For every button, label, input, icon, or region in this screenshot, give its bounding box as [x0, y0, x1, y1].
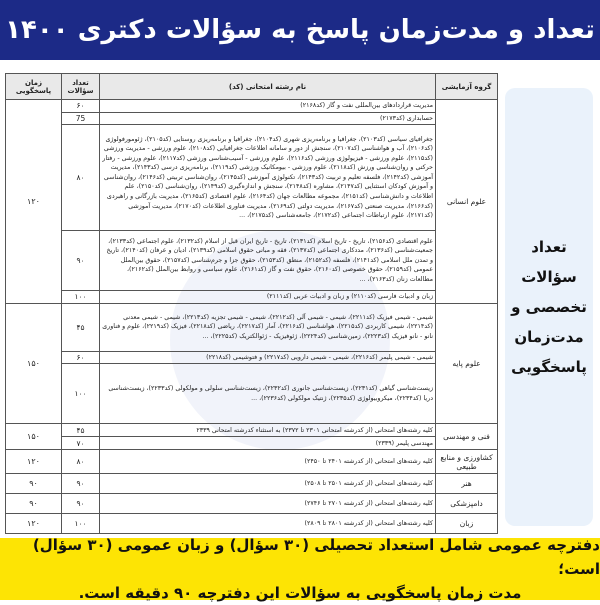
side-line: تخصصی و [511, 298, 587, 316]
fields-cell: شیمی - شیمی فیزیک (کد۲۲۱۱)، شیمی - شیمی آلی (کد۲۲۱۲)، شیمی - شیمی تجزیه (کد۲۲۱۳)، شیمی - شیمی معدنی (کد۲۲۱۴)، شیمی کاربردی (کد۲۲۱۵)، هواشناسی (کد۲۲۱۶)، آمار (کد۲۲۱۷)، ریاضی (کد۲۲۱۸)، فیزیک (کد۲۲۱۹)، علوم و فناوری نانو - نانو فیزیک (کد۲۲۲۳)، زمین‌شناسی (کد۲۲۲۴)، ژئوفیزیک - ژئوالکتریک (کد۲۲۲۵)، ... [100, 303, 436, 351]
group-cell: فنی و مهندسی [436, 424, 498, 450]
exam-table [5, 73, 498, 534]
footer-line: مدت زمان پاسخگویی به سؤالات این دفترچه ۹۰ دقیقه است. [78, 584, 522, 602]
table-row [6, 424, 498, 437]
table-row [6, 303, 498, 351]
table-row [6, 450, 498, 474]
group-cell: زبان [436, 514, 498, 534]
table-row [6, 514, 498, 534]
count-cell: ۷۰ [62, 437, 100, 450]
side-line: سؤالات [521, 268, 577, 286]
table-row [6, 494, 498, 514]
fields-cell: مدیریت قراردادهای بین‌المللی نفت و گاز (کد۲۱۶۸) [100, 100, 436, 113]
side-line: پاسخگویی [511, 358, 587, 376]
header-time: زمان پاسخگویی [6, 74, 62, 100]
side-panel-text [511, 232, 587, 382]
time-cell: ۱۲۰ [6, 514, 62, 534]
table-row [6, 125, 498, 231]
content-area [0, 60, 600, 538]
table-row [6, 437, 498, 450]
count-cell: ۹۰ [62, 231, 100, 291]
table-row [6, 474, 498, 494]
fields-cell: حسابداری (کد۲۱۷۳) [100, 112, 436, 125]
count-cell: ۶۰ [62, 100, 100, 113]
count-cell: ۴۵ [62, 424, 100, 437]
count-cell: ۱۰۰ [62, 514, 100, 534]
count-cell: ۹۰ [62, 474, 100, 494]
header-group: گروه آزمایشی [436, 74, 498, 100]
group-cell: دامپزشکی [436, 494, 498, 514]
fields-cell: کلیه رشته‌های امتحانی (از کدرشته ۲۸۰۱ تا ۲۸۰۹) [100, 514, 436, 534]
time-cell: ۹۰ [6, 474, 62, 494]
footer-note [0, 538, 600, 600]
count-cell: ۱۰۰ [62, 291, 100, 304]
time-cell: ۹۰ [6, 494, 62, 514]
table-row [6, 364, 498, 424]
table-row [6, 351, 498, 364]
time-cell: ۱۵۰ [6, 303, 62, 424]
table-row [6, 291, 498, 304]
count-cell: ۸۰ [62, 125, 100, 231]
fields-cell: کلیه رشته‌های امتحانی (از کدرشته ۲۴۰۱ تا ۲۴۵۰) [100, 450, 436, 474]
table-row [6, 112, 498, 125]
fields-cell: کلیه رشته‌های امتحانی (از کدرشته ۲۷۰۱ تا ۲۷۴۶) [100, 494, 436, 514]
count-cell: ۱۰۰ [62, 364, 100, 424]
group-cell: کشاورزی و منابع طبیعی [436, 450, 498, 474]
fields-cell: علوم اقتصادی (کد۲۱۵۶)، تاریخ - تاریخ اسلام (کد۲۱۳۱)، تاریخ - تاریخ ایران قبل از اسلام (کد۲۱۳۲)، علوم اجتماعی (کد۲۱۳۳)، جمعیت‌شناسی (کد۲۱۳۶)، مددکاری اجتماعی (کد۲۱۳۷)، فقه و مبانی حقوق اسلامی (کد۲۱۳۹)، ادیان و عرفان (کد۲۱۴۰)، تاریخ و تمدن ملل اسلامی (کد۲۱۴۱)، فلسفه (کد۲۱۵۲)، منطق (کد۲۱۵۳)، حقوق جزا و جرم‌شناسی (کد۲۱۵۷)، حقوق بین‌الملل عمومی (کد۲۱۵۹)، حقوق خصوصی (کد۲۱۶۰)، حقوق نفت و گاز (کد۲۱۶۱)، علوم سیاسی و روابط بین‌الملل (کد۲۱۶۲)، مطالعات زنان (کد۲۱۶۳)، ... [100, 231, 436, 291]
fields-cell: زبان و ادبیات فارسی (کد۲۱۱۰) و زبان و ادبیات عربی (کد۲۱۱۱) [100, 291, 436, 304]
count-cell: ۴۵ [62, 303, 100, 351]
fields-cell: زیست‌شناسی گیاهی (کد۲۲۳۱)، زیست‌شناسی جانوری (کد۲۲۳۲)، زیست‌شناسی سلولی و مولکولی (کد۲۲۳۳)، زیست‌شناسی دریا (کد۲۲۳۴)، میکروبیولوژی (کد۲۲۳۵)، ژنتیک مولکولی (کد۲۲۳۶)، ... [100, 364, 436, 424]
footer-line: دفترچه عمومی شامل استعداد تحصیلی (۳۰ سؤال) و زبان عمومی (۳۰ سؤال) است؛ [32, 536, 600, 578]
table-header-row [6, 74, 498, 100]
group-cell: علوم انسانی [436, 100, 498, 304]
group-cell: علوم پایه [436, 303, 498, 424]
side-line: تعداد [531, 238, 567, 256]
header-field: نام رشته امتحانی (کد) [100, 74, 436, 100]
fields-cell: جغرافیای سیاسی (کد۲۱۰۳)، جغرافیا و برنامه‌ریزی شهری (کد۲۱۰۴)، جغرافیا و برنامه‌ریزی روستایی (کد۲۱۰۵)، ژئومورفولوژی (کد۲۱۰۶)، آب و هواشناسی (کد۲۱۰۷)، سنجش از دور و سامانه اطلاعات جغرافیایی (کد۲۱۰۸)، علوم ورزشی - مدیریت ورزشی (کد۲۱۱۵)، علوم ورزشی - فیزیولوژی ورزشی (کد۲۱۱۶)، علوم ورزشی - آسیب‌شناسی ورزشی (کد۲۱۱۷)، علوم ورزشی - رفتار حرکتی و روان‌شناسی ورزش (کد۲۱۱۸)، علوم ورزشی - بیومکانیک ورزشی (کد۲۱۱۹)، برنامه‌ریزی درسی (کد۲۱۴۳)، مدیریت آموزشی (کد۲۱۴۲)، فلسفه تعلیم و تربیت (کد۲۱۴۳)، تکنولوژی آموزشی (کد۲۱۴۵)، روان‌شناسی تربیتی (کد۲۱۴۶)، روان‌شناسی و آموزش کودکان استثنایی (کد۲۱۴۷)، مشاوره (کد۲۱۴۸)، سنجش و اندازه‌گیری (کد۲۱۴۹)، روان‌شناسی (کد۲۱۵۰)، علم اطلاعات و دانش‌شناسی (کد۲۱۵۱)، مجموعه مطالعات جهان (کد۲۱۶۴)، علوم اقتصادی (کد۲۱۶۵)، مدیریت بازرگانی و راهبردی (کد۲۱۶۶)، مدیریت صنعتی (کد۲۱۶۷)، مدیریت دولتی (کد۲۱۶۹)، مدیریت فناوری اطلاعات (کد۲۱۷۰)، مدیریت آموزشی (کد۲۱۷۱)، علوم ارتباطات اجتماعی (کد۲۱۷۲)، جامعه‌شناسی (کد۲۱۷۵)، ... [100, 125, 436, 231]
time-cell: ۱۵۰ [6, 424, 62, 450]
time-cell: ۱۲۰ [6, 100, 62, 304]
header-count: تعداد سؤالات [62, 74, 100, 100]
table-row [6, 231, 498, 291]
table-row [6, 100, 498, 113]
page-title: تعداد و مدت‌زمان پاسخ به سؤالات دکتری ۱۴۰۰ [5, 15, 595, 45]
page-title-bar [0, 0, 600, 60]
count-cell: ۶۰ [62, 351, 100, 364]
count-cell: 75 [62, 112, 100, 125]
fields-cell: شیمی - شیمی پلیمر (کد۲۲۱۶)، شیمی - شیمی دارویی (کد۲۲۱۷) و فتوشیمی (کد۲۲۱۸) [100, 351, 436, 364]
time-cell: ۱۲۰ [6, 450, 62, 474]
fields-cell: کلیه رشته‌های امتحانی (از کدرشته امتحانی ۲۳۰۱ تا ۲۳۷۲) به استثناء کدرشته امتحانی ۲۳۳۹ [100, 424, 436, 437]
count-cell: ۸۰ [62, 450, 100, 474]
group-cell: هنر [436, 474, 498, 494]
side-panel [505, 88, 593, 526]
side-line: مدت‌زمان [514, 328, 584, 346]
count-cell: ۹۰ [62, 494, 100, 514]
fields-cell: کلیه رشته‌های امتحانی (از کدرشته ۲۵۰۱ تا ۲۵۰۸) [100, 474, 436, 494]
fields-cell: مهندسی پلیمر (۲۳۳۹) [100, 437, 436, 450]
